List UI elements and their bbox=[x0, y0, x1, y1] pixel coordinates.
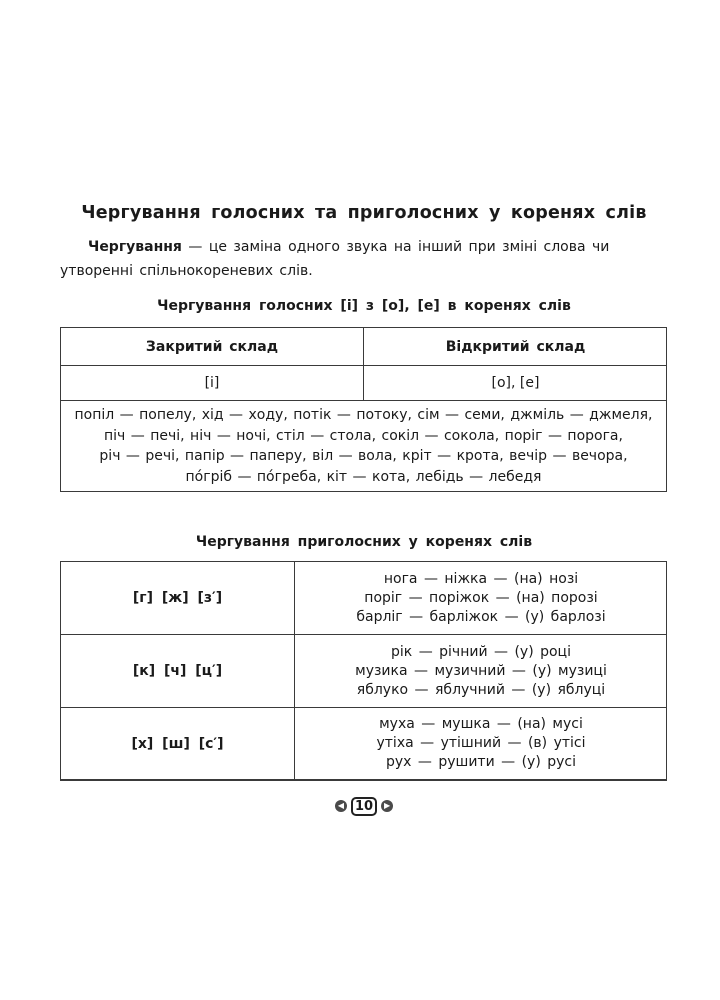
intro-definition: — це заміна одного звука на інший при зміні слова чи утворенні спільнокореневих слів. bbox=[60, 239, 610, 279]
intro-term: Чергування bbox=[88, 239, 182, 255]
consonant-sounds: [г] [ж] [з′] bbox=[132, 590, 223, 606]
example-line: муха — мушка — (на) мусі bbox=[379, 716, 583, 732]
consonant-sounds: [к] [ч] [ц′] bbox=[132, 663, 223, 679]
table-row bbox=[61, 708, 666, 780]
column-divider bbox=[363, 328, 364, 401]
table-row bbox=[61, 635, 666, 708]
example-line: піч — печі, ніч — ночі, стіл — стола, сокіл — сокола, поріг — порога, bbox=[104, 427, 623, 444]
example-line: яблуко — яблучний — (у) яблуці bbox=[356, 681, 606, 698]
page-title: Чергування голосних та приголосних у коренях слів bbox=[81, 203, 647, 223]
page-number-value: 10 bbox=[351, 797, 377, 816]
table-row bbox=[61, 562, 666, 635]
closed-syllable-sound: [і] bbox=[204, 375, 220, 391]
consonants-table bbox=[60, 561, 667, 781]
example-line: попіл — попелу, хід — ходу, потік — потоку, сім — семи, джміль — джмеля, bbox=[74, 407, 653, 423]
example-line: річ — речі, папір — паперу, віл — вола, кріт — крота, вечір — вечора, bbox=[99, 448, 628, 464]
example-line: по́гріб — по́греба, кіт — кота, лебідь — лебедя bbox=[185, 468, 542, 485]
header-closed-syllable: Закритий склад bbox=[145, 338, 279, 355]
example-line: рух — рушити — (у) русі bbox=[385, 754, 576, 770]
example-line: барліг — барліжок — (у) барлозі bbox=[356, 608, 606, 625]
intro-paragraph bbox=[60, 235, 672, 283]
arrow-right-icon: ▶ bbox=[381, 800, 393, 812]
consonant-examples bbox=[295, 708, 667, 779]
vowels-examples bbox=[61, 405, 666, 487]
example-line: поріг — поріжок — (на) порозі bbox=[364, 589, 598, 606]
example-line: утіха — утішний — (в) утісі bbox=[376, 735, 586, 751]
consonants-table-title: Чергування приголосних у коренях слів bbox=[195, 534, 533, 550]
column-divider bbox=[294, 562, 295, 780]
consonant-sounds: [х] [ш] [с′] bbox=[131, 735, 224, 752]
example-line: музика — музичний — (у) музиці bbox=[355, 662, 607, 679]
header-open-syllable: Відкритий склад bbox=[445, 338, 586, 355]
open-syllable-sound: [о], [е] bbox=[491, 375, 540, 391]
consonant-examples bbox=[295, 635, 667, 707]
vowels-table-title: Чергування голосних [і] з [о], [е] в коренях слів bbox=[157, 298, 571, 314]
example-line: нога — ніжка — (на) нозі bbox=[383, 570, 579, 587]
arrow-left-icon: ◀ bbox=[335, 800, 347, 812]
consonant-examples bbox=[295, 562, 667, 634]
page-number bbox=[327, 795, 401, 817]
vowels-table bbox=[60, 327, 667, 492]
example-line: рік — річний — (у) році bbox=[391, 643, 571, 660]
